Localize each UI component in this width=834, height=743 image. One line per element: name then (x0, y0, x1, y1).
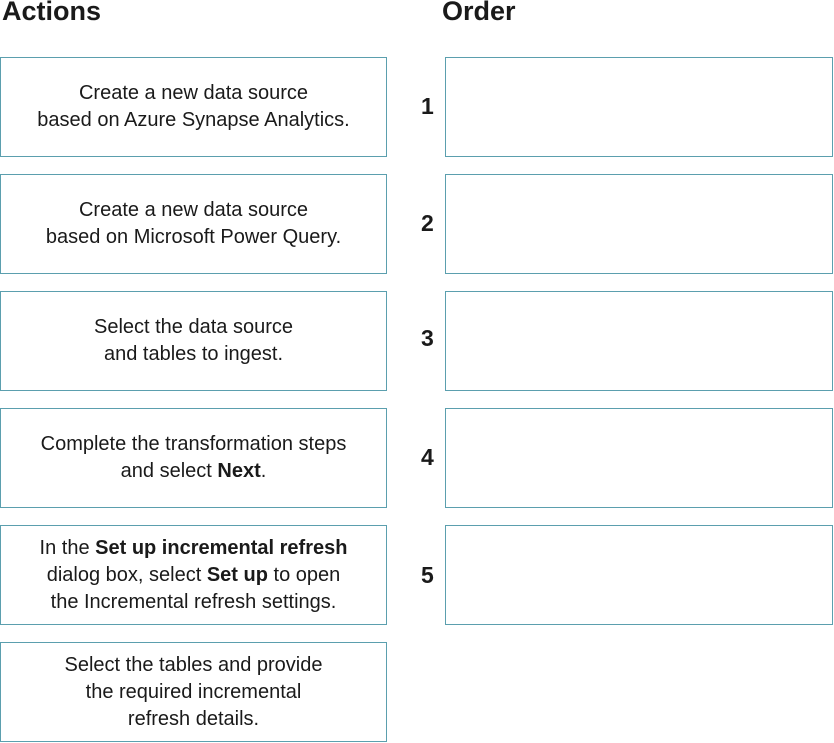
action-text-line: Complete the transformation steps (40, 433, 347, 455)
action-text-segment: and select (120, 460, 218, 482)
action-item[interactable] (0, 642, 387, 742)
order-slot-1[interactable] (445, 57, 833, 157)
action-text-line: Create a new data source (78, 199, 309, 221)
action-item[interactable] (0, 525, 387, 625)
order-slot-3[interactable] (445, 291, 833, 391)
action-text (46, 197, 341, 251)
action-text (65, 652, 323, 733)
order-number: 4 (421, 444, 434, 470)
order-number: 1 (421, 93, 434, 119)
action-text (40, 535, 348, 616)
action-text (94, 314, 293, 368)
action-item[interactable] (0, 174, 387, 274)
action-text-line: based on Microsoft Power Query. (45, 226, 342, 248)
action-text-line: based on Azure Synapse Analytics. (37, 109, 350, 131)
order-number: 2 (421, 210, 434, 236)
order-heading: Order (442, 0, 516, 26)
action-text-line: the required incremental (85, 680, 302, 703)
action-text-segment: In the (39, 536, 96, 559)
action-text-line: Select the tables and provide (64, 653, 323, 676)
action-text-line: and tables to ingest. (103, 343, 283, 365)
action-text (37, 80, 349, 134)
action-text-bold: Set up (206, 563, 268, 586)
action-text-line: Select the data source (93, 316, 293, 338)
order-number: 5 (421, 562, 434, 588)
action-text-bold: Set up incremental refresh (95, 536, 348, 559)
action-item[interactable] (0, 57, 387, 157)
action-item[interactable] (0, 408, 387, 508)
action-text-segment: to open (267, 563, 341, 586)
action-text-segment: dialog box, select (46, 563, 207, 586)
order-slot-5[interactable] (445, 525, 833, 625)
actions-heading: Actions (2, 0, 102, 26)
action-text-line: Create a new data source (78, 82, 308, 104)
order-slot-2[interactable] (445, 174, 833, 274)
action-text-segment: . (260, 460, 267, 482)
action-text-bold: Next (217, 460, 261, 482)
action-text (41, 431, 347, 485)
order-number: 3 (421, 325, 434, 351)
action-item[interactable] (0, 291, 387, 391)
action-text-line: the Incremental refresh settings. (50, 590, 337, 613)
action-text-line: refresh details. (127, 707, 260, 730)
order-slot-4[interactable] (445, 408, 833, 508)
